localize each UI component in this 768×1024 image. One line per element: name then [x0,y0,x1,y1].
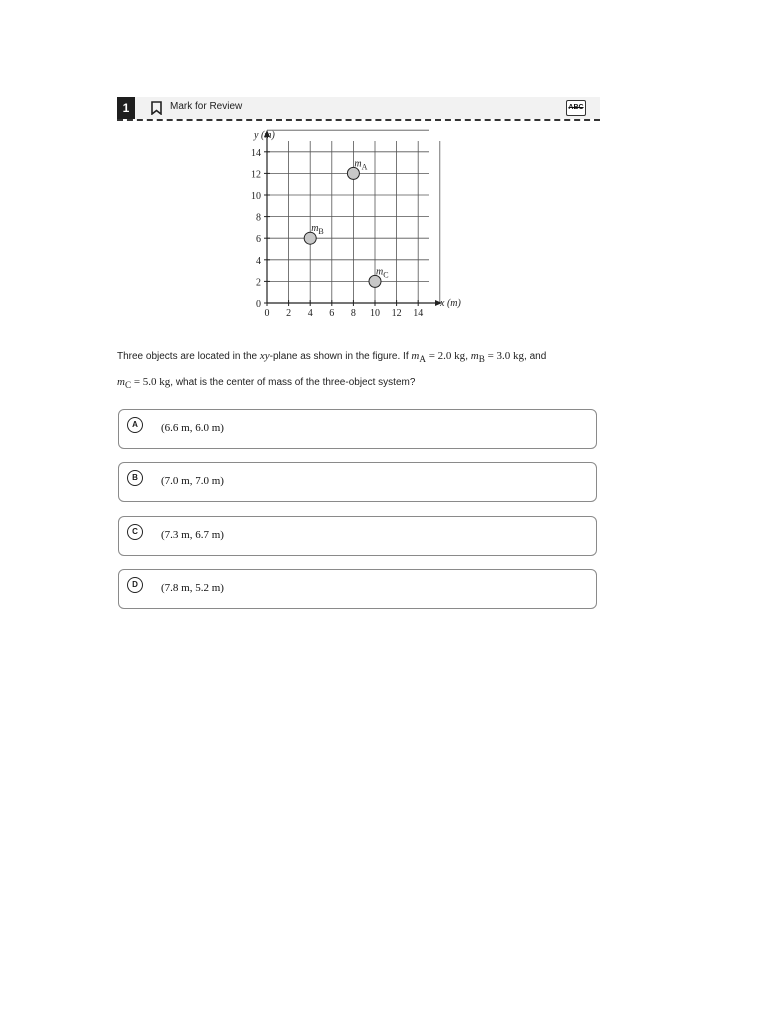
x-tick-label: 10 [370,308,380,319]
abc-strikethrough-icon[interactable]: ABC [566,100,586,116]
mass-b-subscript: B [478,354,485,365]
mass-a-value: = 2.0 kg [425,350,466,362]
stem-separator-1: , [465,351,471,362]
mass-c-symbol: m [117,376,125,389]
stem-text-1: Three objects are located in the [117,351,260,362]
stem-separator-2: , and [524,351,547,362]
question-number: 1 [117,97,135,119]
mark-for-review-button[interactable]: Mark for Review [170,101,243,112]
answer-option-a[interactable] [118,409,597,449]
mass-label-a: $m_A$ [354,158,368,172]
y-tick-label: 8 [256,212,261,224]
mass-a-symbol: m [411,350,420,362]
mass-b-symbol: m [470,350,479,362]
question-header [117,97,600,119]
y-tick-label: 4 [256,255,261,267]
x-axis-label: x (m) [440,298,461,309]
y-tick-label: 10 [251,191,261,202]
question-stem [117,345,597,397]
x-tick-label: 4 [307,308,313,319]
option-letter-d: D [127,577,143,593]
option-text-c: (7.3 m, 6.7 m) [161,529,224,541]
x-tick-label: 0 [264,308,270,319]
x-tick-label: 14 [413,308,424,319]
x-tick-label: 8 [350,308,356,319]
mass-label-c: $m_C$ [376,266,389,280]
option-text-b: (7.0 m, 7.0 m) [161,475,224,487]
y-tick-label: 2 [256,277,261,289]
mass-label-b: $m_B$ [311,223,324,237]
stem-text-2: -plane as shown in the figure. If [269,351,412,362]
option-letter-b: B [127,470,143,486]
bookmark-icon[interactable] [150,101,163,115]
answer-option-b[interactable] [118,462,597,502]
mass-c-subscript: C [124,380,132,391]
y-axis-label: y (m) [254,130,275,141]
option-letter-a: A [127,417,143,433]
y-tick-label: 14 [251,147,261,159]
option-text-a: (6.6 m, 6.0 m) [161,422,224,434]
x-tick-label: 2 [286,308,292,319]
position-figure [230,126,480,322]
stem-text-3: , what is the center of mass of the three-object system? [170,377,416,389]
x-tick-label: 6 [329,308,335,319]
x-tick-label: 12 [391,308,402,319]
y-tick-label: 12 [251,169,261,181]
mass-c-value: = 5.0 kg [131,376,171,389]
grid-lines [267,130,440,303]
mass-points [304,158,388,287]
answer-option-d[interactable] [118,569,597,609]
option-text-d: (7.8 m, 5.2 m) [161,582,224,594]
mass-a-subscript: A [419,354,426,365]
answer-option-c[interactable] [118,516,597,556]
header-divider [117,119,600,121]
option-letter-c: C [127,524,143,540]
mass-b-value: = 3.0 kg [484,350,525,362]
plane-variable: xy [259,350,270,362]
y-tick-label: 6 [256,234,261,246]
y-tick-label: 0 [256,299,261,310]
